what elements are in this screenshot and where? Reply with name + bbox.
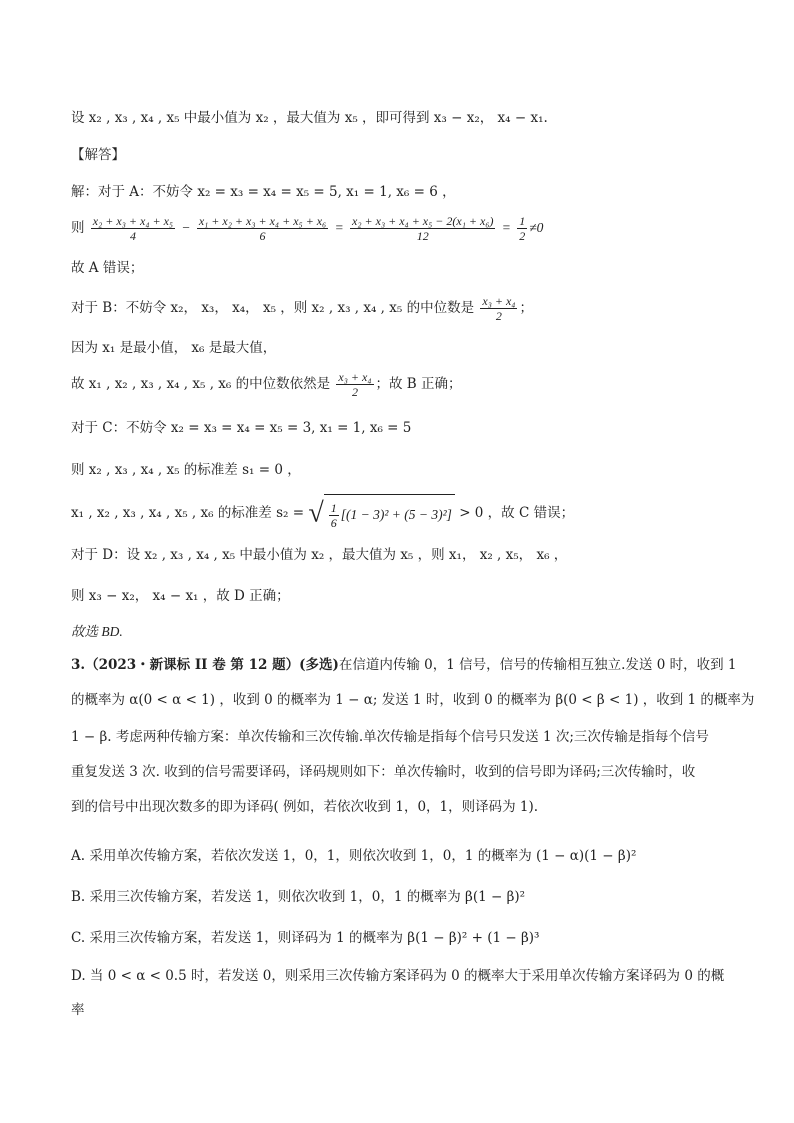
option-a [71, 846, 734, 866]
fraction-sixth [329, 501, 339, 530]
solution-a-intro [71, 182, 734, 202]
fraction-numerator: x₃ + x₄ [482, 294, 516, 308]
solution-d-intro [71, 545, 734, 565]
option-b-text: B. 采用三次传输方案，若发送 1，则依次收到 1，0，1 的概率为 β(1 − β)² [71, 889, 526, 905]
solution-b-median [71, 292, 734, 324]
fraction-denominator: 2 [351, 385, 358, 399]
question-3-line2 [71, 690, 755, 710]
solution-c-verdict: > 0 ，故 C 错误； [459, 505, 575, 521]
square-root [308, 494, 455, 533]
fraction-numerator: x₁ + x₂ + x₃ + x₄ + x₅ + x₆ [198, 214, 327, 228]
question-3-line3 [71, 727, 734, 747]
punctuation: ； [519, 300, 533, 316]
question-text: 到的信号中出现次数多的即为译码( 例如，若依次收到 1，0，1，则译码为 1). [71, 799, 539, 815]
fraction-numerator: x₂ + x₃ + x₄ + x₅ − 2(x₁ + x₆) [352, 214, 494, 228]
option-d-text: 率 [71, 1002, 85, 1018]
hint-text: 设 x₂ , x₃ , x₄ , x₅ 中最小值为 x₂ ，最大值为 x₅ ，即可得到 x₃ − x₂， x₄ − x₁. [71, 110, 548, 126]
fraction-denominator: 2 [519, 229, 526, 243]
equation-prefix: 则 [71, 220, 85, 236]
solution-b-reason [71, 338, 734, 358]
fraction-numerator: 1 [330, 501, 337, 516]
question-3-line5 [71, 797, 734, 817]
solution-a-conclusion [71, 258, 734, 278]
equals-sign: = [501, 220, 511, 235]
bracket-expression: [(1 − 3)² + (5 − 3)²] [340, 507, 452, 522]
solution-c-intro [71, 418, 734, 438]
solution-a-equation [71, 212, 734, 244]
radicand [324, 494, 455, 533]
question-3-line1 [71, 655, 737, 675]
solution-d-conclusion [71, 586, 734, 606]
option-d-line1 [71, 966, 734, 986]
final-answer-text: 故选 BD. [71, 624, 123, 639]
hint-line [71, 108, 734, 128]
option-b [71, 887, 734, 907]
fraction-denominator: 6 [330, 516, 337, 531]
solution-a-conclusion-text: 故 A 错误； [71, 260, 144, 276]
solution-c-std1-text: 则 x₂ , x₃ , x₄ , x₅ 的标准差 s₁ = 0 ， [71, 462, 301, 478]
fraction-median [480, 294, 517, 323]
fraction-denominator: 6 [259, 229, 266, 243]
solution-c-std1 [71, 460, 734, 480]
fraction-avg6 [197, 214, 328, 243]
option-d-text: D. 当 0 < α < 0.5 时，若发送 0，则采用三次传输方案译码为 0 的概率大于采用单次传输方案译码为 0 的概 [71, 968, 725, 984]
radical-sign: √ [308, 497, 324, 529]
question-label: 3.（2023・新课标 II 卷 第 12 题）(多选) [71, 657, 339, 673]
fraction-diff12 [350, 214, 495, 243]
solution-b-conclusion [71, 368, 734, 400]
question-text: 的概率为 α(0 < α < 1) ，收到 0 的概率为 1 − α; 发送 1 时，收到 0 的概率为 β(0 < β < 1) ，收到 1 的概率为 [71, 692, 755, 708]
fraction-numerator: x₂ + x₃ + x₄ + x₅ [92, 214, 174, 228]
fraction-numerator: x₃ + x₄ [338, 370, 372, 384]
question-text: 1 − β. 考虑两种传输方案：单次传输和三次传输.单次传输是指每个信号只发送 1 次;三次传输是指每个信号 [71, 729, 709, 745]
fraction-denominator: 12 [416, 229, 429, 243]
solution-b-conclusion-text: 故 x₁ , x₂ , x₃ , x₄ , x₅ , x₆ 的中位数依然是 [71, 376, 331, 392]
solution-c-std2 [71, 494, 734, 533]
solution-a-intro-text: 解：对于 A：不妨令 x₂ = x₃ = x₄ = x₅ = 5, x₁ = 1, x₆ = 6 ， [71, 184, 456, 200]
question-text: 重复发送 3 次. 收到的信号需要译码，译码规则如下：单次传输时，收到的信号即为译码;三次传输时，收 [71, 764, 696, 780]
equals-sign: = [334, 220, 344, 235]
option-a-text: A. 采用单次传输方案，若依次发送 1，0，1，则依次收到 1，0，1 的概率为 (1 − α)(1 − β)² [71, 848, 637, 864]
fraction-avg4 [91, 214, 175, 243]
option-c-text: C. 采用三次传输方案，若发送 1，则译码为 1 的概率为 β(1 − β)² + (1 − β)³ [71, 930, 540, 946]
solution-b-text: 对于 B：不妨令 x₂， x₃， x₄， x₅ ，则 x₂ , x₃ , x₄ , x₅ 的中位数是 [71, 300, 475, 316]
final-answer [71, 622, 734, 642]
solution-d-conclusion-text: 则 x₃ − x₂， x₄ − x₁ ，故 D 正确； [71, 588, 290, 604]
fraction-median [336, 370, 373, 399]
question-3-line4 [71, 762, 734, 782]
fraction-denominator: 4 [129, 229, 136, 243]
fraction-half [517, 214, 527, 243]
minus-sign: − [181, 220, 191, 235]
solution-c-intro-text: 对于 C：不妨令 x₂ = x₃ = x₄ = x₅ = 3, x₁ = 1, x₆ = 5 [71, 420, 412, 436]
fraction-numerator: 1 [519, 214, 526, 228]
solution-d-intro-text: 对于 D：设 x₂ , x₃ , x₄ , x₅ 中最小值为 x₂ ，最大值为 x₅ ，则 x₁， x₂ , x₅， x₆ ， [71, 547, 568, 563]
solution-b-verdict: ；故 B 正确； [375, 376, 462, 392]
not-equal-zero: ≠0 [529, 220, 544, 235]
solution-b-reason-text: 因为 x₁ 是最小值， x₆ 是最大值， [71, 340, 277, 356]
answer-heading-text: 【解答】 [71, 147, 125, 163]
question-text: 在信道内传输 0，1 信号，信号的传输相互独立.发送 0 时，收到 1 [338, 657, 737, 673]
fraction-denominator: 2 [495, 309, 502, 323]
answer-heading [71, 145, 734, 165]
option-c [71, 928, 734, 948]
solution-c-std2-text: x₁ , x₂ , x₃ , x₄ , x₅ , x₆ 的标准差 s₂ = [71, 505, 305, 521]
option-d-line2 [71, 1000, 734, 1020]
